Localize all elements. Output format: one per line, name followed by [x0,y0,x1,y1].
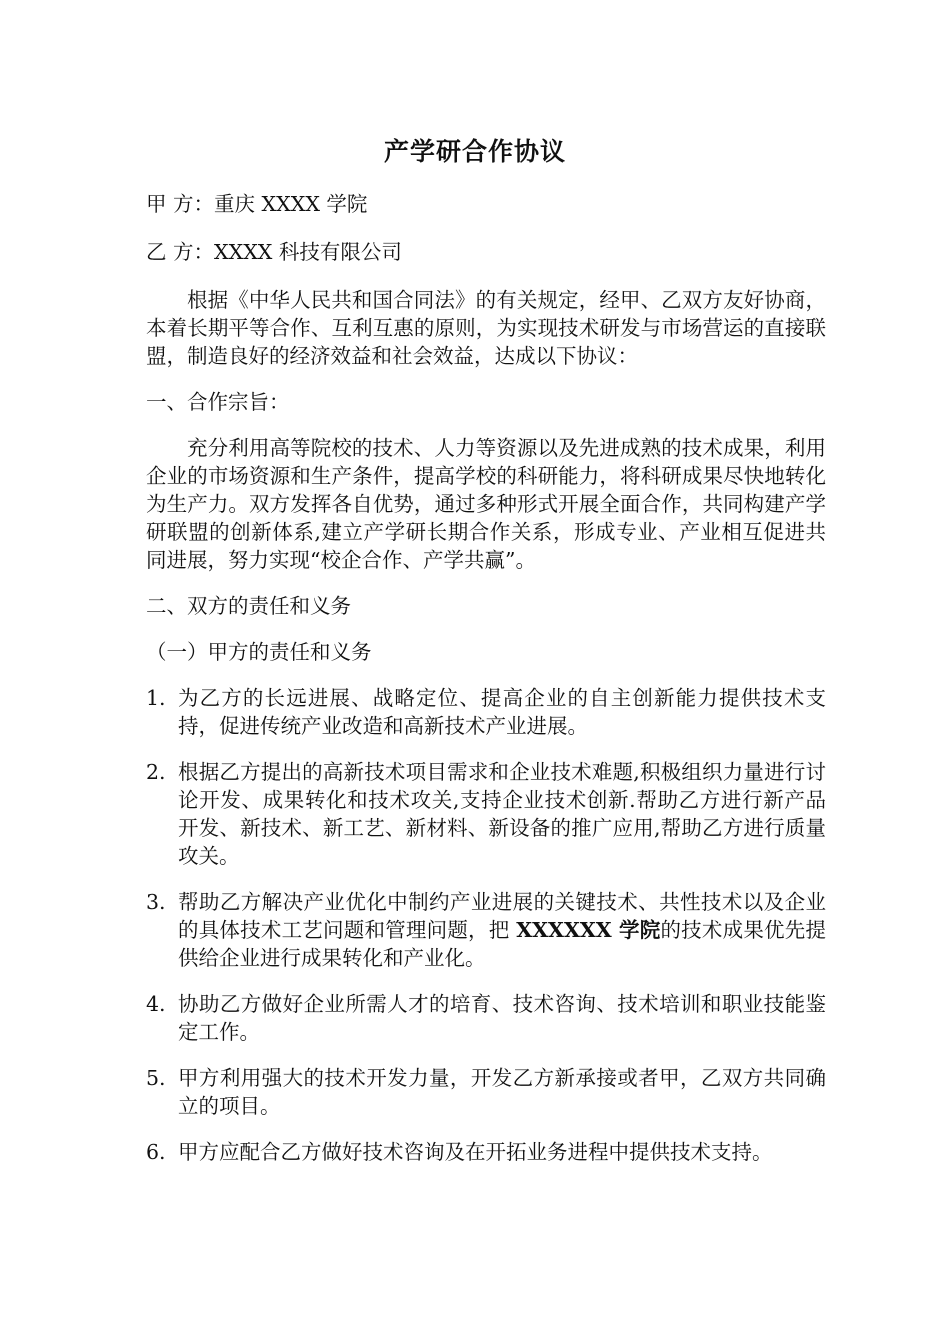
list-item-text: 甲方利用强大的技术开发力量，开发乙方新承接或者甲，乙双方共同确立的项目。 [178,1066,826,1118]
list-item [146,888,826,972]
list-item-text-post: 的技术成果优先提供给企业进行成果转化和产业化。 [178,918,826,970]
list-item-number: 6. [146,1140,166,1164]
list-item [146,1064,826,1120]
list-item [146,684,826,740]
section-2-heading: 二、双方的责任和义务 [146,594,351,618]
list-item-text: 根据乙方提出的高新技术项目需求和企业技术难题,积极组织力量进行讨论开发、成果转化和技术攻关,支持企业技术创新.帮助乙方进行新产品开发、新技术、新工艺、新材料、新设备的推广应用,帮助乙方进行质量攻关。 [178,760,826,868]
section-1-body: 充分利用高等院校的技术、人力等资源以及先进成熟的技术成果，利用企业的市场资源和生产条件，提高学校的科研能力，将科研成果尽快地转化为生产力。双方发挥各自优势，通过多种形式开展全面合作，共同构建产学研联盟的创新体系,建立产学研长期合作关系，形成专业、产业相互促进共同进展，努力实现“校企合作、产学共赢”。 [146,436,826,572]
list-item-text: 为乙方的长远进展、战略定位、提高企业的自主创新能力提供技术支持，促进传统产业改造和高新技术产业进展。 [178,686,826,738]
list-item-text: 协助乙方做好企业所需人才的培育、技术咨询、技术培训和职业技能鉴定工作。 [178,992,826,1044]
obligations-list [146,684,826,1166]
section-2-sub-1: （一）甲方的责任和义务 [146,640,372,664]
document-body [146,190,826,1184]
document-title: 产学研合作协议 [383,137,566,166]
list-item-number: 3. [146,890,166,914]
list-item-number: 5. [146,1066,166,1090]
party-b: 乙 方：XXXX 科技有限公司 [146,240,402,264]
intro-paragraph: 根据《中华人民共和国合同法》的有关规定，经甲、乙双方友好协商，本着长期平等合作、互利互惠的原则，为实现技术研发与市场营运的直接联盟，制造良好的经济效益和社会效益，达成以下协议： [146,288,826,368]
list-item-text-pre: 帮助乙方解决产业优化中制约产业进展的关键技术、共性技术以及企业的具体技术工艺问题和管理问题，把 [178,890,826,942]
list-item-text: 甲方应配合乙方做好技术咨询及在开拓业务进程中提供技术支持。 [178,1140,773,1164]
list-item-number: 2. [146,760,166,784]
list-item [146,758,826,870]
list-item-bold-text: XXXXXX 学院 [516,918,661,942]
list-item-number: 1. [146,686,166,710]
party-a: 甲 方：重庆 XXXX 学院 [146,192,368,216]
list-item [146,1138,826,1166]
list-item [146,990,826,1046]
section-1-heading: 一、合作宗旨： [146,390,290,414]
list-item-number: 4. [146,992,166,1016]
